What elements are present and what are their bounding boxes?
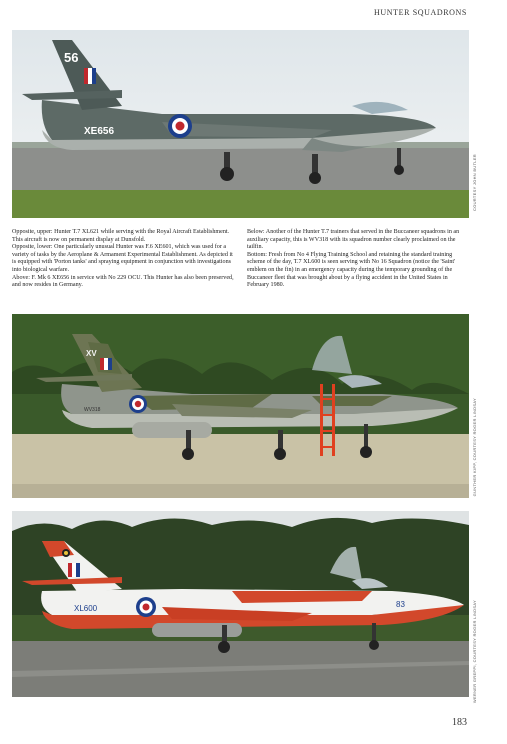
roundel: [168, 114, 192, 138]
page-number: 183: [452, 717, 467, 728]
serial-marking: WV318: [84, 407, 101, 413]
fin-flash: [84, 68, 96, 84]
photo-credit: GUNTHER KIPP, COURTESY ROGER LINDSAY: [472, 398, 477, 497]
roundel: [136, 597, 156, 617]
fin-code: XV: [86, 349, 97, 358]
caption-above: Above: F. Mk 6 XE656 in service with No 229 OCU. This Hunter has also been preserved, and now resides in Germany.: [12, 274, 234, 289]
saint-emblem: [62, 549, 70, 557]
roundel: [129, 395, 147, 413]
serial-marking: XL600: [74, 604, 98, 613]
caption-below: Below: Another of the Hunter T.7 trainers that served in the Buccaneer squadrons in an auxiliary capacity, this is WV318 with its squadron number clearly proclaimed on the tailfin.: [247, 229, 460, 251]
photo-hunter-wv318: [12, 314, 469, 498]
photo-credit: WERNER GREPPI, COURTESY ROGER LINDSAY: [472, 600, 477, 704]
captions: [12, 229, 469, 290]
caption-column-right: [247, 229, 469, 290]
nose-code: 83: [396, 600, 405, 609]
caption-opposite-upper: Opposite, upper: Hunter T.7 XL621 while serving with the Royal Aircraft Establishment. This aircraft is now on permanent display at Dunsfold.: [12, 229, 230, 243]
fin-code: 56: [64, 50, 79, 65]
fin-flash: [100, 358, 112, 370]
caption-opposite-lower: Opposite, lower: One particularly unusual Hunter was F.6 XE601, which was used for a variety of tasks by the Aeroplane & Armament Experimental Establishment. As depicted it is equipped with 'Porton tanks' and spraying equipment in conjunction with investigations into biological warfare.: [12, 244, 233, 273]
running-header: HUNTER SQUADRONS: [374, 8, 467, 17]
serial-marking: XE656: [84, 126, 115, 137]
fin-flash: [68, 563, 80, 577]
photo-hunter-xe656: [12, 30, 469, 218]
photo-hunter-xl600: [12, 511, 469, 697]
caption-column-left: [12, 229, 234, 290]
photo-credit: COURTESY JOHN BUTLER: [472, 154, 477, 211]
caption-bottom: Bottom: Fresh from No 4 Flying Training School and retaining the standard training scheme of the day, T.7 XL600 is seen serving with No 16 Squadron (notice the 'Saint' emblem on the fin) in an emergency capacity during the temporary grounding of the Buccaneer fleet that was brought about by a flying accident in the United States in February 1980.: [247, 251, 456, 289]
